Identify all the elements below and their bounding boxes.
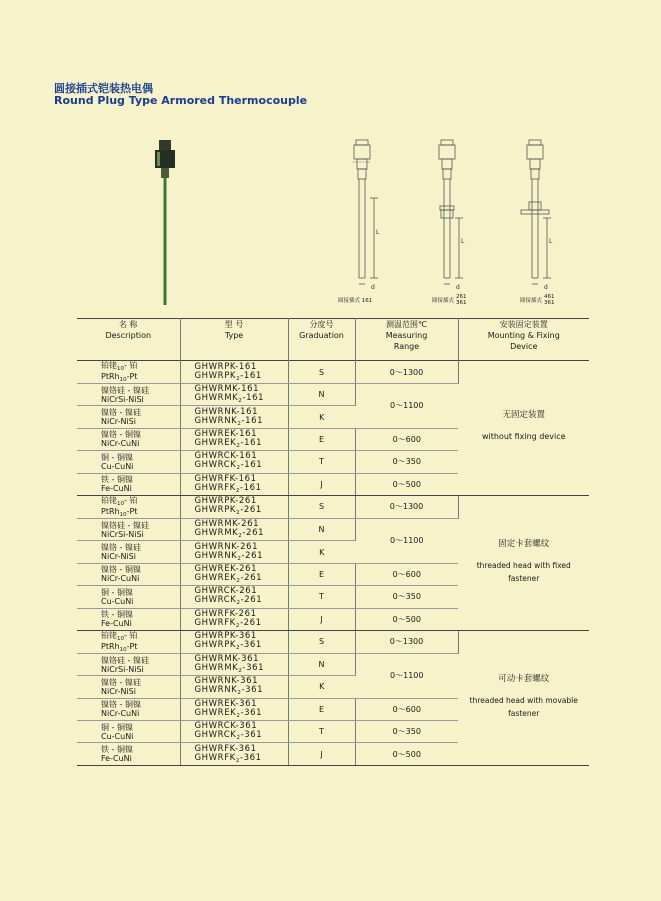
table-cell	[180, 428, 288, 450]
text-label: 0～600	[355, 698, 458, 720]
text-label: GHWRNK-361	[194, 676, 259, 687]
table-cell	[77, 384, 180, 406]
text-label: -Pt	[126, 641, 138, 651]
text-label: GHWRCK-261	[194, 586, 258, 597]
div-element	[101, 496, 180, 507]
text-label: E	[288, 563, 355, 585]
div-element	[195, 596, 288, 606]
text-label: 0～500	[355, 473, 458, 495]
rect-element	[159, 140, 171, 150]
table-cell	[77, 630, 180, 653]
text-label: 2	[235, 622, 240, 629]
table-cell	[180, 630, 288, 653]
text-label: 361	[544, 300, 555, 306]
text-label: K	[288, 676, 355, 698]
text-label: 安装固定装置	[499, 320, 548, 329]
text-label: NiCrSi-NiSi	[101, 394, 144, 404]
tbody-element	[77, 361, 589, 766]
text-label: -161	[241, 415, 264, 426]
text-label: GHWRPK	[194, 505, 237, 516]
rect-element	[442, 159, 452, 169]
div-element	[195, 394, 288, 404]
text-label: 2	[236, 645, 241, 652]
div-element	[101, 642, 180, 653]
rect-element	[164, 178, 167, 305]
text-label: -361	[242, 663, 265, 674]
product-photo	[150, 140, 180, 305]
rect-element	[529, 202, 541, 210]
text-label: -161	[239, 482, 262, 493]
text-label: 2	[238, 668, 243, 675]
text-label: threaded head with fixed	[476, 561, 571, 571]
div-element	[195, 686, 288, 696]
table-row	[77, 630, 589, 653]
text-label: PtRh	[101, 506, 120, 516]
text-label: NiCr-CuNi	[101, 439, 140, 449]
text-label: 10	[117, 366, 124, 372]
table-cell	[180, 743, 288, 765]
text-label: -161	[240, 460, 263, 471]
text-label: GHWRMK-161	[194, 384, 260, 395]
text-label: GHWREK-161	[194, 428, 258, 439]
text-label: -361	[240, 730, 263, 741]
text-label: S	[288, 361, 355, 384]
text-label: -261	[241, 550, 264, 561]
text-label: GHWRCK	[194, 460, 237, 471]
text-label: GHWRNK-261	[194, 541, 259, 552]
text-label: 0～500	[355, 743, 458, 765]
text-label: 镍铬 - 镍硅	[101, 677, 141, 687]
div-element	[195, 731, 288, 741]
text-label: GHWREK	[194, 572, 237, 583]
text-label: S	[288, 495, 355, 518]
rect-element	[354, 145, 370, 159]
text-label: 0～1300	[355, 361, 458, 384]
text-label: 10	[119, 511, 127, 518]
text-label: -161	[240, 370, 262, 381]
text-label: -361	[240, 640, 262, 651]
text-label: PtRh	[101, 372, 120, 381]
text-label: 铁 - 铜镍	[101, 475, 133, 485]
text-label: without fixing device	[481, 432, 566, 442]
text-label: 0～350	[355, 586, 458, 608]
rect-element	[161, 168, 169, 178]
text-label: Fe-CuNi	[101, 484, 132, 494]
text-label: 2	[236, 712, 241, 719]
spec-table	[77, 318, 589, 766]
div-element	[101, 372, 180, 383]
rect-element	[356, 140, 368, 145]
table-cell	[77, 721, 180, 743]
text-label: Cu-CuNi	[101, 461, 134, 471]
text-label: 2	[236, 375, 241, 382]
div-element	[195, 552, 288, 562]
text-label: Fe-CuNi	[101, 754, 132, 764]
rect-element	[527, 145, 543, 159]
rect-element	[531, 169, 539, 179]
text-label: GHWRNK-161	[194, 406, 259, 417]
text-label: 圆接插式	[520, 298, 543, 304]
rect-element	[530, 159, 540, 169]
text-label: -Pt	[126, 506, 138, 516]
text-label: GHWRMK-261	[194, 519, 260, 530]
rect-element	[439, 145, 455, 159]
text-label: GHWRPK-161	[194, 361, 257, 372]
text-label: N	[288, 518, 355, 540]
table-cell	[180, 406, 288, 428]
text-label: NiCrSi-NiSi	[101, 664, 144, 674]
text-label: -361	[239, 752, 262, 763]
text-label: 镍铬 - 铜镍	[101, 430, 141, 440]
text-label: 2	[237, 555, 242, 562]
text-label: 10	[117, 500, 124, 507]
text-label: GHWREK	[194, 707, 237, 718]
text-label: Graduation	[299, 331, 344, 340]
text-label: 10	[119, 646, 127, 653]
text-label: 镍铬硅 - 镍硅	[101, 520, 149, 530]
header-type	[180, 319, 288, 361]
text-label: 2	[238, 398, 243, 405]
text-label: 0～1100	[355, 384, 458, 429]
text-label: Cu-CuNi	[101, 731, 134, 741]
text-label: -261	[240, 595, 263, 606]
table-cell	[180, 361, 288, 384]
text-label: 镍铬 - 镍硅	[101, 408, 141, 418]
text-label: GHWRNK	[194, 550, 238, 561]
mounting-261	[458, 495, 589, 630]
table-cell	[77, 495, 180, 518]
text-label: T	[288, 721, 355, 743]
text-label: -261	[239, 617, 262, 628]
text-label: 261	[456, 294, 467, 300]
rect-element	[441, 140, 453, 145]
text-label: 铜 - 铜镍	[101, 452, 133, 462]
text-label: GHWRFK-261	[194, 608, 257, 619]
text-label: GHWRCK	[194, 595, 237, 606]
div-element	[195, 461, 288, 471]
text-label: 分度号	[309, 320, 334, 329]
div-element	[101, 361, 180, 372]
table-cell	[77, 541, 180, 563]
text-label: E	[288, 698, 355, 720]
text-label: L	[461, 238, 465, 245]
text-label: GHWRFK	[194, 617, 236, 628]
text-label: NiCrSi-NiSi	[101, 529, 144, 539]
rect-element	[441, 210, 453, 218]
text-label: Cu-CuNi	[101, 596, 134, 606]
div-element	[195, 574, 288, 584]
table-row	[77, 495, 589, 518]
div-element	[101, 631, 180, 642]
table-header-row	[77, 319, 589, 361]
text-label: 镍铬 - 铜镍	[101, 565, 141, 575]
text-label: 0～350	[355, 451, 458, 473]
text-label: PtRh	[101, 641, 120, 651]
drawing-261-361	[418, 138, 478, 310]
table-cell	[77, 361, 180, 384]
div-element	[195, 439, 288, 449]
div-element	[195, 709, 288, 719]
text-label: 镍铬硅 - 镍硅	[101, 655, 149, 665]
text-label: GHWRPK-261	[194, 496, 257, 507]
text-label: 镍铬硅 - 镍硅	[101, 385, 149, 395]
text-label: NiCr-CuNi	[101, 574, 140, 584]
text-label: 2	[235, 487, 240, 494]
div-element	[195, 619, 288, 629]
text-label: 铜 - 铜镍	[101, 587, 133, 597]
text-label: Device	[510, 342, 538, 351]
text-label: GHWREK-361	[194, 698, 258, 709]
rect-element	[440, 206, 454, 210]
text-label: threaded head with movable	[469, 696, 578, 706]
text-label: 铁 - 铜镍	[101, 610, 133, 620]
text-label: 镍铬 - 镍硅	[101, 543, 141, 553]
rect-element	[358, 169, 366, 179]
text-label: -161	[242, 393, 265, 404]
g-element	[354, 140, 378, 284]
table-cell	[180, 563, 288, 585]
text-label: -261	[240, 572, 263, 583]
g-element	[439, 140, 463, 284]
div-element	[195, 754, 288, 764]
text-label: GHWRFK	[194, 482, 236, 493]
text-label: d	[544, 284, 548, 291]
text-label: GHWREK-261	[194, 563, 258, 574]
text-label: GHWRCK	[194, 730, 237, 741]
mounting-361	[458, 630, 589, 765]
text-label: 2	[235, 757, 240, 764]
caption-461: 461	[544, 294, 555, 300]
table-cell	[77, 586, 180, 608]
text-label: 2	[236, 442, 241, 449]
text-label: 2	[236, 577, 241, 584]
title-english: Round Plug Type Armored Thermocouple	[54, 94, 308, 107]
diameter-label: d	[371, 284, 375, 291]
text-label: -161	[240, 437, 263, 448]
text-label: GHWRNK	[194, 415, 238, 426]
text-label: Description	[105, 331, 152, 340]
text-label: - 铂	[124, 495, 138, 505]
table-cell	[180, 384, 288, 406]
text-label: GHWRNK	[194, 685, 238, 696]
text-label: GHWRFK-161	[194, 473, 257, 484]
text-label: Fe-CuNi	[101, 619, 132, 629]
g-element	[521, 140, 551, 284]
table-cell	[77, 518, 180, 540]
text-label: -Pt	[126, 372, 138, 381]
div-element	[101, 507, 180, 518]
table-cell	[77, 473, 180, 495]
caption-261: 圆接插式	[432, 298, 455, 304]
text-label: 名 称	[118, 320, 138, 329]
table-cell	[180, 653, 288, 675]
text-label: J	[288, 743, 355, 765]
text-label: GHWRMK	[194, 393, 239, 404]
text-label: NiCr-CuNi	[101, 709, 140, 719]
text-label: 2	[236, 465, 241, 472]
div-element	[195, 664, 288, 674]
text-label: 0～1300	[355, 630, 458, 653]
text-label: 固定卡套螺纹	[498, 539, 550, 550]
rect-element	[157, 152, 160, 166]
table-cell	[180, 586, 288, 608]
text-label: GHWRPK	[194, 640, 237, 651]
text-label: K	[288, 406, 355, 428]
text-label: J	[288, 473, 355, 495]
text-label: N	[288, 384, 355, 406]
text-label: 10	[117, 635, 124, 642]
text-label: GHWREK	[194, 437, 237, 448]
table-cell	[77, 653, 180, 675]
text-label: L	[549, 238, 553, 245]
text-label: 2	[237, 420, 242, 427]
rect-element	[529, 140, 541, 145]
text-label: 361	[456, 300, 467, 306]
text-label: Type	[224, 331, 244, 340]
text-label: -261	[242, 528, 265, 539]
title-chinese: 圆接插式铠装热电偶	[54, 82, 153, 95]
text-label: T	[288, 451, 355, 473]
text-label: 2	[238, 533, 243, 540]
text-label: NiCr-NiSi	[101, 686, 136, 696]
text-label: NiCr-NiSi	[101, 417, 136, 427]
text-label: 铂铑	[101, 630, 117, 640]
text-label: GHWRMK-361	[194, 654, 260, 665]
rect-element	[521, 210, 549, 214]
text-label: 镍铬 - 铜镍	[101, 700, 141, 710]
div-element	[195, 529, 288, 539]
table-cell	[180, 698, 288, 720]
rect-element	[357, 159, 367, 169]
table-cell	[77, 608, 180, 630]
text-label: 无固定装置	[502, 410, 545, 421]
div-element	[195, 506, 288, 516]
text-label: fastener	[508, 709, 540, 719]
text-label: fastener	[508, 574, 540, 584]
text-label: Range	[393, 342, 420, 351]
div-element	[195, 641, 288, 651]
text-label: 铂铑	[101, 495, 117, 505]
text-label: GHWRFK	[194, 752, 236, 763]
table-cell	[77, 451, 180, 473]
text-label: GHWRPK	[194, 370, 237, 381]
table-cell	[180, 676, 288, 698]
text-label: GHWRMK	[194, 528, 239, 539]
text-label: 10	[119, 377, 127, 383]
text-label: GHWRPK-361	[194, 631, 257, 642]
table-cell	[77, 698, 180, 720]
table-cell	[77, 428, 180, 450]
text-label: 2	[237, 690, 242, 697]
text-label: 0～500	[355, 608, 458, 630]
drawing-461-361	[506, 138, 566, 310]
text-label: 0～350	[355, 721, 458, 743]
header-description	[77, 319, 180, 361]
text-label: 0～1100	[355, 518, 458, 563]
text-label: 0～600	[355, 428, 458, 450]
text-label: K	[288, 541, 355, 563]
drawing-161	[333, 138, 393, 310]
text-label: S	[288, 630, 355, 653]
caption-161: 圆接插式 161	[338, 298, 373, 304]
rect-element	[443, 169, 451, 179]
text-label: Measuring	[385, 331, 428, 340]
text-label: 0～1100	[355, 653, 458, 698]
text-label: 型 号	[224, 320, 244, 329]
table-cell	[180, 541, 288, 563]
table-cell	[180, 495, 288, 518]
table-cell	[77, 743, 180, 765]
text-label: -361	[241, 685, 264, 696]
text-label: GHWRCK-161	[194, 451, 258, 462]
text-label: E	[288, 428, 355, 450]
table-cell	[180, 518, 288, 540]
table-cell	[180, 608, 288, 630]
text-label: - 铂	[124, 361, 138, 370]
div-element	[195, 372, 288, 382]
text-label: J	[288, 608, 355, 630]
text-label: -361	[240, 707, 263, 718]
header-graduation	[288, 319, 355, 361]
text-label: 铁 - 铜镍	[101, 745, 133, 755]
text-label: GHWRCK-361	[194, 721, 258, 732]
text-label: 2	[236, 600, 241, 607]
text-label: 铜 - 铜镍	[101, 722, 133, 732]
text-label: NiCr-NiSi	[101, 552, 136, 562]
text-label: 0～1300	[355, 495, 458, 518]
text-label: 2	[236, 735, 241, 742]
text-label: N	[288, 653, 355, 675]
thead-element	[77, 319, 589, 361]
div-element	[195, 417, 288, 427]
text-label: d	[456, 284, 460, 291]
table-cell	[180, 721, 288, 743]
text-label: - 铂	[124, 630, 138, 640]
text-label: 测温范围℃	[386, 320, 427, 329]
table-cell	[77, 406, 180, 428]
table-cell	[77, 676, 180, 698]
table-cell	[180, 473, 288, 495]
length-label: L	[376, 229, 380, 236]
header-range	[355, 319, 458, 361]
text-label: 铂铑	[101, 361, 117, 370]
text-label: GHWRMK	[194, 663, 239, 674]
div-element	[195, 484, 288, 494]
mounting-161	[458, 361, 589, 496]
text-label: Mounting & Fixing	[487, 331, 560, 340]
text-label: 可动卡套螺纹	[498, 674, 550, 685]
header-mounting	[458, 319, 589, 361]
table-row	[77, 361, 589, 384]
text-label: T	[288, 586, 355, 608]
table-cell	[180, 451, 288, 473]
text-label: GHWRFK-361	[194, 743, 257, 754]
text-label: 0～600	[355, 563, 458, 585]
text-label: -261	[240, 505, 262, 516]
table-cell	[77, 563, 180, 585]
text-label: 2	[236, 510, 241, 517]
